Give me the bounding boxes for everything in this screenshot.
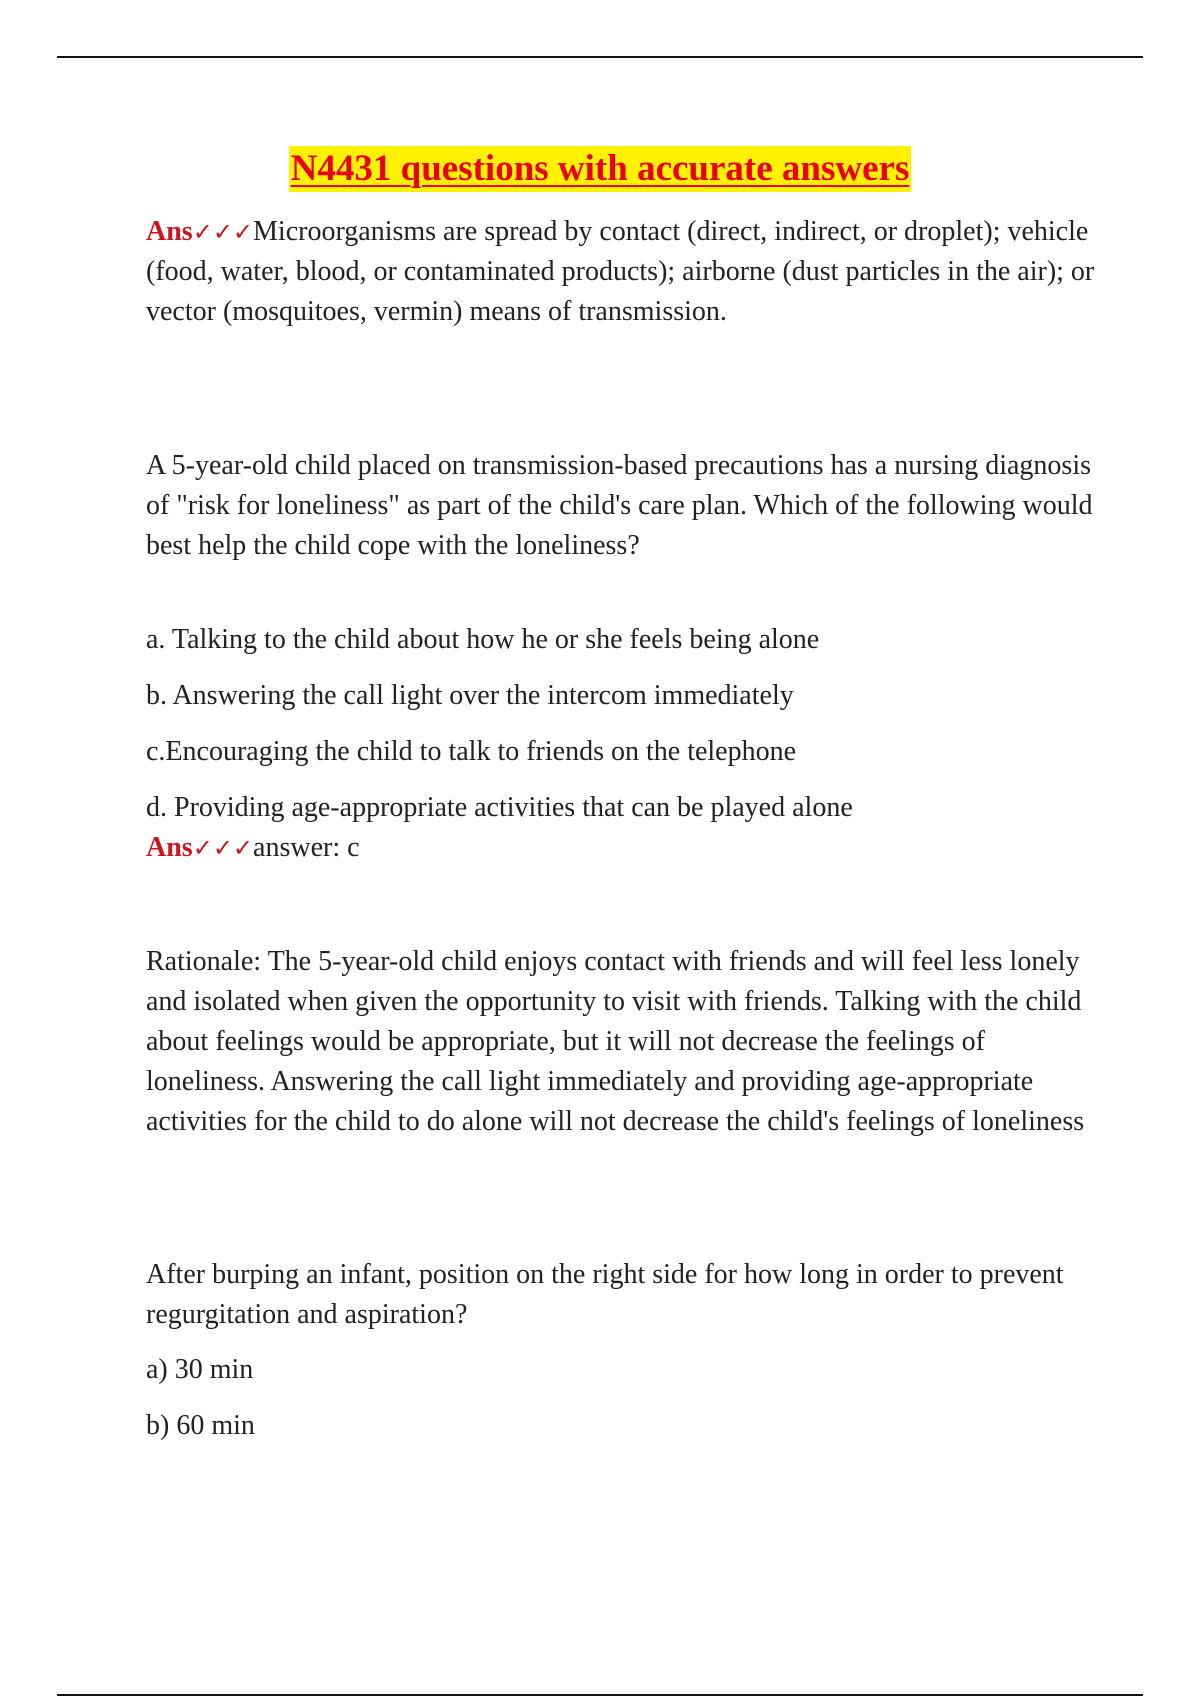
checkmark-icon: ✓✓✓ — [192, 834, 254, 862]
intro-answer-paragraph — [146, 212, 1096, 332]
question-1-option-a: a. Talking to the child about how he or she feels being alone — [146, 624, 820, 655]
question-1-answer-text: answer: c — [253, 832, 360, 863]
question-1-rationale: Rationale: The 5-year-old child enjoys contact with friends and will feel less lonely and isolated when given the opportunity to visit with friends. Talking with the child about feelings would be appropriate, but it will not decrease the feelings of loneliness. Answering the call light immediately and providing age-appropriate activities for the child to do alone will not decrease the child's feelings of loneliness — [146, 946, 1085, 1137]
question-1-text: A 5-year-old child placed on transmission-based precautions has a nursing diagnosis of "risk for loneliness" as part of the child's care plan. Which of the following would best help the child cope with the loneliness? — [146, 450, 1093, 561]
intro-answer-text: Microorganisms are spread by contact (direct, indirect, or droplet); vehicle (food, water, blood, or contaminated products); airborne (dust particles in the air); or vector (mosquitoes, vermin) means of transmission. — [146, 216, 1095, 327]
question-1-option-b: b. Answering the call light over the intercom immediately — [146, 680, 794, 711]
top-rule — [57, 56, 1143, 58]
question-1-answer — [146, 828, 1096, 868]
question-2-option-a: a) 30 min — [146, 1354, 254, 1385]
page-title: N4431 questions with accurate answers — [289, 146, 912, 192]
bottom-rule — [57, 1694, 1143, 1696]
title-container — [0, 146, 1200, 192]
checkmark-icon: ✓✓✓ — [192, 218, 254, 246]
question-1-option-d: d. Providing age-appropriate activities that can be played alone — [146, 792, 853, 823]
question-2-text: After burping an infant, position on the right side for how long in order to prevent regurgitation and aspiration? — [146, 1259, 1064, 1330]
answer-marker-label: Ans — [146, 832, 193, 863]
answer-marker-label: Ans — [146, 216, 193, 247]
question-2-option-b: b) 60 min — [146, 1410, 255, 1441]
question-1-option-c: c.Encouraging the child to talk to friends on the telephone — [146, 736, 797, 767]
